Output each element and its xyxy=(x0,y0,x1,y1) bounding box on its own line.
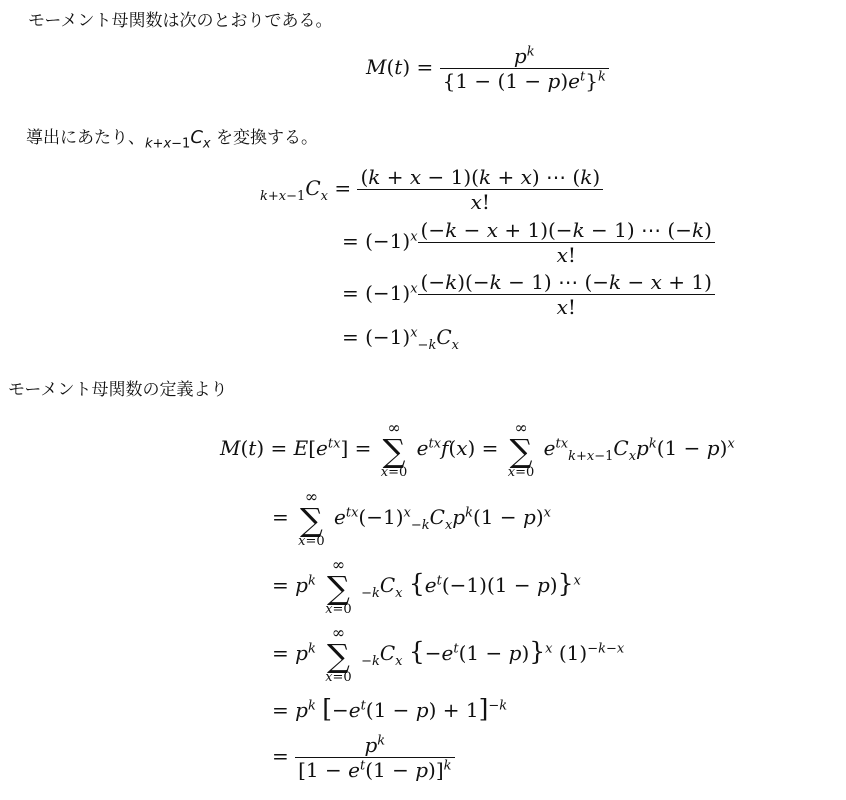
derivation-note-before: 導出にあたり、 xyxy=(26,128,145,148)
derivation-note: 導出にあたり、$_{k+x-1}C_x$ を変換する。 xyxy=(26,127,318,152)
derivation-note-after: を変換する。 xyxy=(210,128,318,148)
equation-mgf: M(t) = $\frac{p^k}{\{1 - (1 - p)e^t\}^k}$ xyxy=(366,46,609,91)
intro-text: モーメント母関数は次のとおりである。 xyxy=(28,11,333,31)
definition-note: モーメント母関数の定義より xyxy=(8,380,228,400)
